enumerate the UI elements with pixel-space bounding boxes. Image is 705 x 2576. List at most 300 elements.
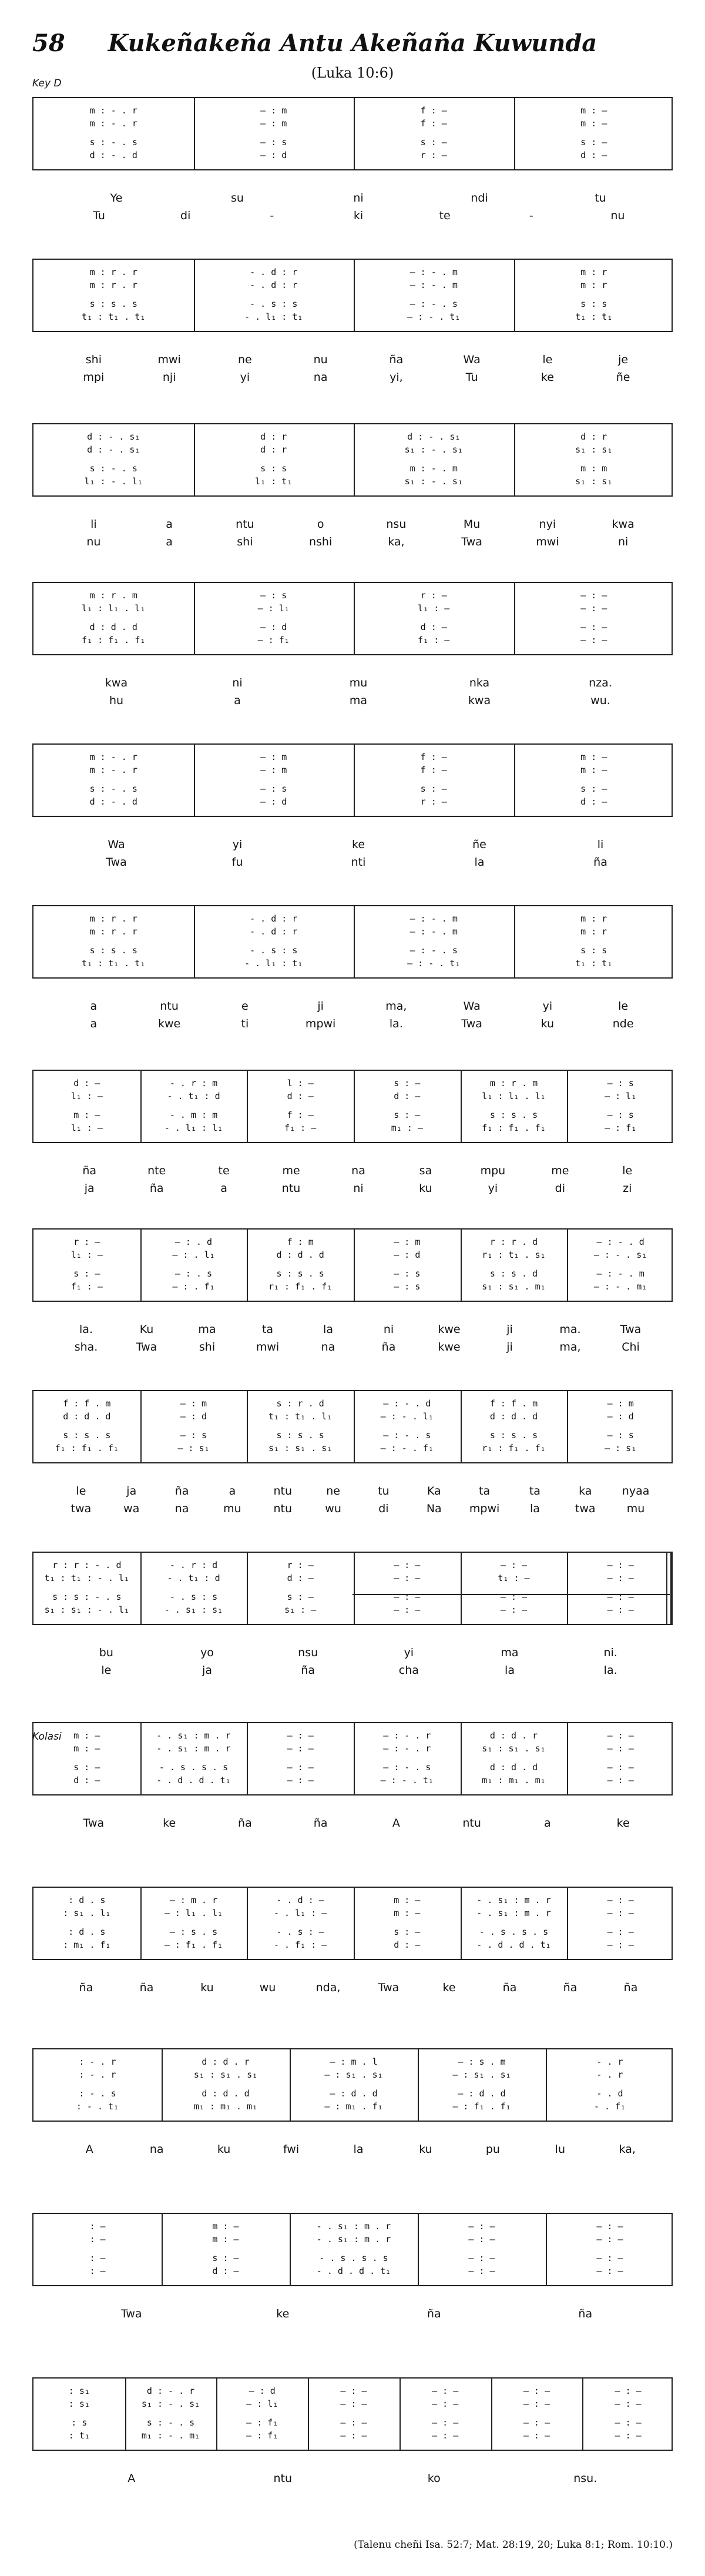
solfa-notes: d : d . d [202, 2088, 250, 2099]
footer-note: (Talenu cheñi Isa. 52:7; Mat. 28:19, 20; Luka 8:1; Rom. 10:10.) [354, 2539, 673, 2551]
solfa-notes: d : - . d [89, 150, 137, 160]
voice-part [33, 280, 672, 290]
lyric-syllable: A [392, 1817, 400, 1830]
voice-part [33, 1895, 672, 1905]
lyric-syllable: ntu [462, 1817, 481, 1830]
solfa-notes: s : — [420, 137, 447, 148]
solfa-notes: t₁ : t₁ . t₁ [82, 311, 146, 322]
solfa-notes: d : — [73, 1775, 100, 1786]
solfa-notes: — : . d [174, 1237, 213, 1247]
lyric-syllable: Wa [108, 838, 125, 851]
voice-part [33, 2069, 672, 2080]
solfa-notes: — : m . l [330, 2056, 378, 2067]
voice-part [33, 2266, 672, 2276]
music-stave [32, 2048, 673, 2122]
solfa-notes: — : — [468, 2234, 495, 2245]
lyric-syllable: Tu [465, 371, 478, 384]
music-stave [32, 743, 673, 817]
voice-part [33, 1110, 672, 1120]
voice-part [33, 1078, 672, 1088]
lyric-syllable: ta [479, 1485, 491, 1498]
solfa-notes: f : — [287, 1110, 314, 1120]
lyric-syllable: e [241, 1000, 249, 1013]
lyric-syllable: Na [426, 1502, 442, 1515]
lyric-syllable: ne [326, 1485, 340, 1498]
solfa-notes: s : s . s [63, 1430, 111, 1441]
solfa-notes: l₁ : — [70, 1123, 103, 1133]
solfa-notes: — : m [260, 105, 287, 116]
solfa-notes: — : f₁ [246, 2430, 278, 2441]
solfa-notes: s : — [73, 1762, 100, 1773]
solfa-notes: m : - . r [89, 765, 137, 775]
lyric-syllable: ña [593, 856, 607, 869]
solfa-notes: — : d [260, 796, 287, 807]
solfa-notes: - . d : r [250, 926, 298, 937]
hymn-title: Kukeñakeña Antu Akeñaña Kuwunda [108, 29, 597, 57]
solfa-notes: d : d . r [489, 1730, 538, 1741]
lyric-line [32, 370, 673, 384]
solfa-notes: — : d [607, 1411, 634, 1422]
solfa-notes: - . d . d . t₁ [316, 2266, 391, 2276]
solfa-notes: — : — [523, 2399, 550, 2409]
solfa-notes: : — [89, 2266, 106, 2276]
solfa-notes: d : - . r [146, 2386, 195, 2396]
solfa-notes: d : d . d [89, 622, 137, 632]
solfa-notes: — : l₁ [605, 1091, 637, 1101]
lyric-syllable: nda, [315, 1981, 341, 1994]
solfa-notes: : t₁ [68, 2430, 90, 2441]
lyric-syllable: twa [70, 1502, 92, 1515]
solfa-notes: - . f₁ : — [274, 1939, 327, 1950]
solfa-notes: — : — [432, 2399, 459, 2409]
voice-part [33, 752, 672, 762]
solfa-notes: d : — [394, 1939, 421, 1950]
solfa-notes: m : — [580, 765, 607, 775]
solfa-notes: — : — [607, 1762, 634, 1773]
lyric-syllable: Twa [120, 2307, 142, 2320]
voice-part [33, 1927, 672, 1937]
solfa-notes: r : — [420, 150, 447, 160]
solfa-notes: — : — [340, 2399, 367, 2409]
solfa-notes: — : - . t₁ [407, 958, 461, 969]
solfa-notes: — : d [180, 1411, 207, 1422]
solfa-notes: - . r [596, 2056, 623, 2067]
solfa-notes: — : f₁ [605, 1123, 637, 1133]
solfa-notes: f : m [287, 1237, 314, 1247]
solfa-notes: — : s [607, 1110, 634, 1120]
stave-rule [352, 1594, 670, 1595]
voice-part [33, 2253, 672, 2263]
voice-part [33, 299, 672, 309]
solfa-notes: — : — [432, 2386, 459, 2396]
solfa-notes: m : r [580, 926, 607, 937]
solfa-notes: m : r . m [489, 1078, 538, 1088]
solfa-notes: s : s . s [89, 945, 137, 956]
lyric-line [32, 1646, 673, 1660]
key-signature: Key D [32, 78, 62, 89]
lyric-syllable: ta [529, 1485, 540, 1498]
solfa-notes: — : - . s [409, 299, 458, 309]
lyric-syllable: nka [469, 676, 490, 689]
lyric-syllable: ne [238, 353, 252, 366]
music-stave [32, 905, 673, 979]
lyric-syllable: ma. [559, 1323, 581, 1336]
solfa-notes: s₁ : s₁ . s₁ [482, 1743, 546, 1754]
solfa-notes: r₁ : f₁ . f₁ [268, 1281, 333, 1292]
lyric-syllable: nshi [308, 535, 333, 548]
solfa-notes: - . d : r [250, 913, 298, 924]
solfa-notes: — : — [500, 1592, 528, 1602]
lyric-syllable: twa [575, 1502, 596, 1515]
solfa-notes: — : — [500, 1604, 528, 1615]
lyric-syllable: Wa [463, 353, 481, 366]
lyric-line [32, 1502, 673, 1516]
voice-part [33, 2386, 672, 2396]
solfa-notes: t₁ : t₁ . t₁ [82, 958, 146, 969]
voice-part [33, 311, 672, 322]
voice-part [33, 1091, 672, 1101]
lyric-syllable: la. [79, 1323, 93, 1336]
solfa-notes: s : r . d [276, 1398, 324, 1409]
solfa-notes: — : - . t₁ [407, 311, 461, 322]
voice-part [33, 2056, 672, 2067]
lyric-syllable: Wa [463, 1000, 481, 1013]
voice-part [33, 603, 672, 614]
solfa-notes: s : - . s [146, 2417, 195, 2428]
solfa-notes: — : . l₁ [172, 1250, 215, 1260]
lyric-syllable: ji [506, 1323, 513, 1336]
solfa-notes: m : r . r [89, 913, 137, 924]
solfa-notes: d : — [73, 1078, 100, 1088]
lyric-syllable: yi, [390, 371, 403, 384]
lyric-syllable: Twa [136, 1341, 157, 1354]
lyric-syllable: ke [276, 2307, 290, 2320]
solfa-notes: - . m : m [169, 1110, 218, 1120]
lyric-syllable: a [544, 1817, 551, 1830]
lyric-syllable: o [317, 518, 324, 531]
lyric-syllable: ña [174, 1485, 189, 1498]
solfa-notes: — : m [260, 118, 287, 129]
lyric-syllable: a [90, 1017, 98, 1030]
solfa-notes: : — [89, 2234, 106, 2245]
lyric-syllable: me [282, 1164, 300, 1177]
lyric-syllable: mpi [83, 371, 105, 384]
solfa-notes: s₁ : s₁ [575, 476, 613, 487]
solfa-notes: r : r : - . d [52, 1560, 122, 1570]
solfa-notes: — : — [607, 1908, 634, 1918]
solfa-notes: — : - . d [596, 1237, 644, 1247]
lyric-syllable: tu [378, 1485, 390, 1498]
solfa-notes: — : s . m [458, 2056, 506, 2067]
solfa-notes: — : d [394, 1250, 421, 1260]
lyric-syllable: li [90, 518, 97, 531]
lyric-syllable: ke [540, 371, 554, 384]
solfa-notes: — : — [580, 603, 607, 614]
lyric-syllable: su [231, 192, 244, 205]
solfa-notes: m : r . r [89, 926, 137, 937]
solfa-notes: d : d . r [202, 2056, 250, 2067]
music-stave [32, 1722, 673, 1796]
solfa-notes: — : f₁ . f₁ [452, 2101, 511, 2112]
lyric-syllable: ji [317, 1000, 324, 1013]
lyric-line [32, 1340, 673, 1354]
solfa-notes: m : — [73, 1730, 100, 1741]
solfa-notes: — : s [180, 1430, 207, 1441]
lyric-syllable: wu [259, 1981, 276, 1994]
solfa-notes: — : d . d [330, 2088, 378, 2099]
music-stave [32, 582, 673, 655]
lyric-syllable: ntu [273, 1485, 293, 1498]
solfa-notes: m : — [580, 118, 607, 129]
solfa-notes: s : - . s [89, 783, 137, 794]
lyric-syllable: bu [99, 1646, 113, 1659]
solfa-notes: — : s₁ [605, 1443, 637, 1453]
solfa-notes: - . r : m [169, 1078, 218, 1088]
scripture-reference: (Luka 10:6) [311, 65, 394, 81]
lyric-syllable: ma, [559, 1341, 581, 1354]
solfa-notes: s : — [394, 1927, 421, 1937]
solfa-notes: m : - . r [89, 752, 137, 762]
lyric-syllable: me [551, 1164, 569, 1177]
solfa-notes: — : — [596, 2221, 623, 2232]
solfa-notes: — : s [394, 1281, 421, 1292]
lyric-syllable: ku [419, 2143, 432, 2156]
solfa-notes: — : m . r [169, 1895, 218, 1905]
lyric-syllable: ma [349, 694, 368, 707]
lyric-syllable: ña [82, 1164, 97, 1177]
solfa-notes: d : - . s₁ [87, 431, 140, 442]
lyric-line [32, 1663, 673, 1677]
solfa-notes: — : — [500, 1560, 528, 1570]
solfa-notes: — : d . d [458, 2088, 506, 2099]
lyric-syllable: la [353, 2143, 364, 2156]
solfa-notes: s : s . s [89, 299, 137, 309]
solfa-notes: s₁ : - . s₁ [141, 2399, 200, 2409]
solfa-notes: — : l₁ . l₁ [164, 1908, 223, 1918]
hymn-number: 58 [32, 29, 65, 57]
solfa-notes: l₁ : — [418, 603, 450, 614]
lyric-syllable: Twa [461, 1017, 482, 1030]
solfa-notes: — : - . s [383, 1762, 431, 1773]
music-stave [32, 259, 673, 332]
solfa-notes: — : m [260, 752, 287, 762]
lyric-syllable: nsu [386, 518, 407, 531]
voice-part [33, 590, 672, 601]
solfa-notes: - . t₁ : d [167, 1091, 220, 1101]
solfa-notes: r : r . d [489, 1237, 538, 1247]
lyric-syllable: ka, [619, 2143, 636, 2156]
solfa-notes: — : s [394, 1268, 421, 1279]
solfa-notes: - . s₁ : m . r [156, 1730, 231, 1741]
lyric-syllable: ña [578, 2307, 593, 2320]
solfa-notes: d : - . s₁ [407, 431, 461, 442]
solfa-notes: s : — [394, 1110, 421, 1120]
lyric-syllable: ntu [273, 2472, 293, 2485]
solfa-notes: — : — [615, 2399, 642, 2409]
voice-part [33, 1730, 672, 1741]
solfa-notes: d : - . d [89, 796, 137, 807]
solfa-notes: — : — [607, 1927, 634, 1937]
voice-part [33, 796, 672, 807]
lyric-syllable: ña [502, 1981, 517, 1994]
lyric-syllable: pu [485, 2143, 500, 2156]
solfa-notes: d : — [394, 1091, 421, 1101]
lyric-syllable: ndi [471, 192, 488, 205]
voice-part [33, 2399, 672, 2409]
lyric-syllable: ñe [616, 371, 630, 384]
voice-part [33, 1443, 672, 1453]
lyric-syllable: je [618, 353, 629, 366]
solfa-notes: m₁ : — [391, 1123, 423, 1133]
lyric-syllable: ña [427, 2307, 441, 2320]
solfa-notes: s : — [420, 783, 447, 794]
lyric-syllable: a [90, 1000, 98, 1013]
lyric-syllable: A [127, 2472, 136, 2485]
lyric-line [32, 1181, 673, 1195]
voice-part [33, 1908, 672, 1918]
voice-part [33, 783, 672, 794]
solfa-notes: m₁ : - . m₁ [141, 2430, 200, 2441]
solfa-notes: - . d : r [250, 267, 298, 277]
solfa-notes: m : r [580, 913, 607, 924]
lyric-syllable: ja [84, 1182, 95, 1195]
music-stave [32, 1552, 673, 1625]
lyric-line [32, 1017, 673, 1031]
lyric-syllable: ni [353, 192, 364, 205]
solfa-notes: - . s₁ : m . r [316, 2234, 391, 2245]
lyric-syllable: ja [126, 1485, 137, 1498]
solfa-notes: — : — [394, 1592, 421, 1602]
lyric-line [32, 1322, 673, 1336]
solfa-notes: s₁ : s₁ . s₁ [268, 1443, 333, 1453]
solfa-notes: m : - . r [89, 118, 137, 129]
solfa-notes: - . d : r [250, 280, 298, 290]
solfa-notes: — : - . f₁ [380, 1443, 434, 1453]
solfa-notes: : s₁ [68, 2399, 90, 2409]
solfa-notes: — : — [468, 2253, 495, 2263]
solfa-notes: : — [89, 2221, 106, 2232]
lyric-syllable: ni [353, 1182, 364, 1195]
solfa-notes: — : — [340, 2430, 367, 2441]
solfa-notes: d : r [260, 431, 287, 442]
solfa-notes: — : s₁ [177, 1443, 210, 1453]
solfa-notes: - . s : s [169, 1592, 218, 1602]
solfa-notes: — : - . m [409, 913, 458, 924]
music-stave [32, 1070, 673, 1143]
voice-part [33, 958, 672, 969]
solfa-notes: - . s . s . s [479, 1927, 549, 1937]
solfa-notes: - . s₁ : m . r [156, 1743, 231, 1754]
solfa-notes: m : — [73, 1743, 100, 1754]
voice-part [33, 1573, 672, 1583]
solfa-notes: : s [71, 2417, 88, 2428]
solfa-notes: r₁ : f₁ . f₁ [482, 1443, 546, 1453]
solfa-notes: f₁ : f₁ . f₁ [55, 1443, 119, 1453]
solfa-notes: d : — [287, 1091, 314, 1101]
lyric-syllable: lu [555, 2143, 565, 2156]
lyric-syllable: nji [162, 371, 176, 384]
music-stave [32, 1887, 673, 1960]
solfa-notes: — : - . t₁ [380, 1775, 434, 1786]
solfa-notes: — : — [607, 1604, 634, 1615]
solfa-notes: — : — [607, 1573, 634, 1583]
solfa-notes: — : — [596, 2266, 623, 2276]
voice-part [33, 945, 672, 956]
lyric-syllable: ko [427, 2472, 441, 2485]
voice-part [33, 476, 672, 487]
lyric-syllable: le [76, 1485, 86, 1498]
solfa-notes: r : — [287, 1560, 314, 1570]
solfa-notes: d : d . d [276, 1250, 324, 1260]
solfa-notes: s₁ : s₁ : - . l₁ [44, 1604, 130, 1615]
lyric-line [32, 517, 673, 531]
lyric-syllable: nu [313, 353, 328, 366]
voice-part [33, 1268, 672, 1279]
lyric-syllable: ni [383, 1323, 394, 1336]
music-stave [32, 423, 673, 497]
lyric-line [32, 838, 673, 852]
lyric-syllable: ñe [472, 838, 486, 851]
solfa-notes: — : . f₁ [172, 1281, 215, 1292]
solfa-notes: d : — [580, 796, 607, 807]
solfa-notes: - . s : s [250, 299, 298, 309]
lyric-syllable: ntu [160, 1000, 179, 1013]
lyric-syllable: na [313, 371, 328, 384]
solfa-notes: — : - . s [409, 945, 458, 956]
solfa-notes: - . l₁ : t₁ [244, 958, 303, 969]
solfa-notes: d : d . d [489, 1762, 538, 1773]
lyric-syllable: Ka [427, 1485, 441, 1498]
lyric-line [32, 999, 673, 1013]
solfa-notes: — : — [607, 1775, 634, 1786]
solfa-notes: : - . t₁ [76, 2101, 119, 2112]
lyric-syllable: kwe [438, 1323, 461, 1336]
solfa-notes: m₁ : m₁ . m₁ [482, 1775, 546, 1786]
lyric-syllable: tu [595, 192, 606, 205]
lyric-syllable: yi [404, 1646, 414, 1659]
solfa-notes: : - . s [79, 2088, 116, 2099]
solfa-notes: — : - . s₁ [594, 1250, 647, 1260]
lyric-syllable: mpwi [305, 1017, 336, 1030]
voice-part [33, 267, 672, 277]
voice-part [33, 1939, 672, 1950]
solfa-notes: - . s : — [276, 1927, 324, 1937]
solfa-notes: l₁ : l₁ . l₁ [82, 603, 146, 614]
lyric-syllable: ta [261, 1323, 274, 1336]
lyric-syllable: ke [442, 1981, 456, 1994]
lyric-syllable: mu [223, 1502, 241, 1515]
lyric-syllable: shi [199, 1341, 216, 1354]
lyric-syllable: ña [238, 1817, 252, 1830]
solfa-notes: s : s : - . s [52, 1592, 122, 1602]
voice-part [33, 463, 672, 474]
solfa-notes: : s₁ . l₁ [63, 1908, 111, 1918]
voice-part [33, 1250, 672, 1260]
lyric-syllable: kwe [158, 1017, 181, 1030]
solfa-notes: d : — [580, 150, 607, 160]
solfa-notes: l₁ : — [70, 1250, 103, 1260]
solfa-notes: — : - . m₁ [594, 1281, 647, 1292]
solfa-notes: — : m [394, 1237, 421, 1247]
solfa-notes: f : f . m [63, 1398, 111, 1409]
solfa-notes: — : d [249, 2386, 276, 2396]
solfa-notes: s : — [73, 1268, 100, 1279]
lyric-syllable: la [505, 1664, 515, 1677]
solfa-notes: d : d . d [489, 1411, 538, 1422]
lyric-syllable: te [439, 209, 451, 222]
solfa-notes: f₁ : — [70, 1281, 103, 1292]
lyric-syllable: ma [501, 1646, 519, 1659]
